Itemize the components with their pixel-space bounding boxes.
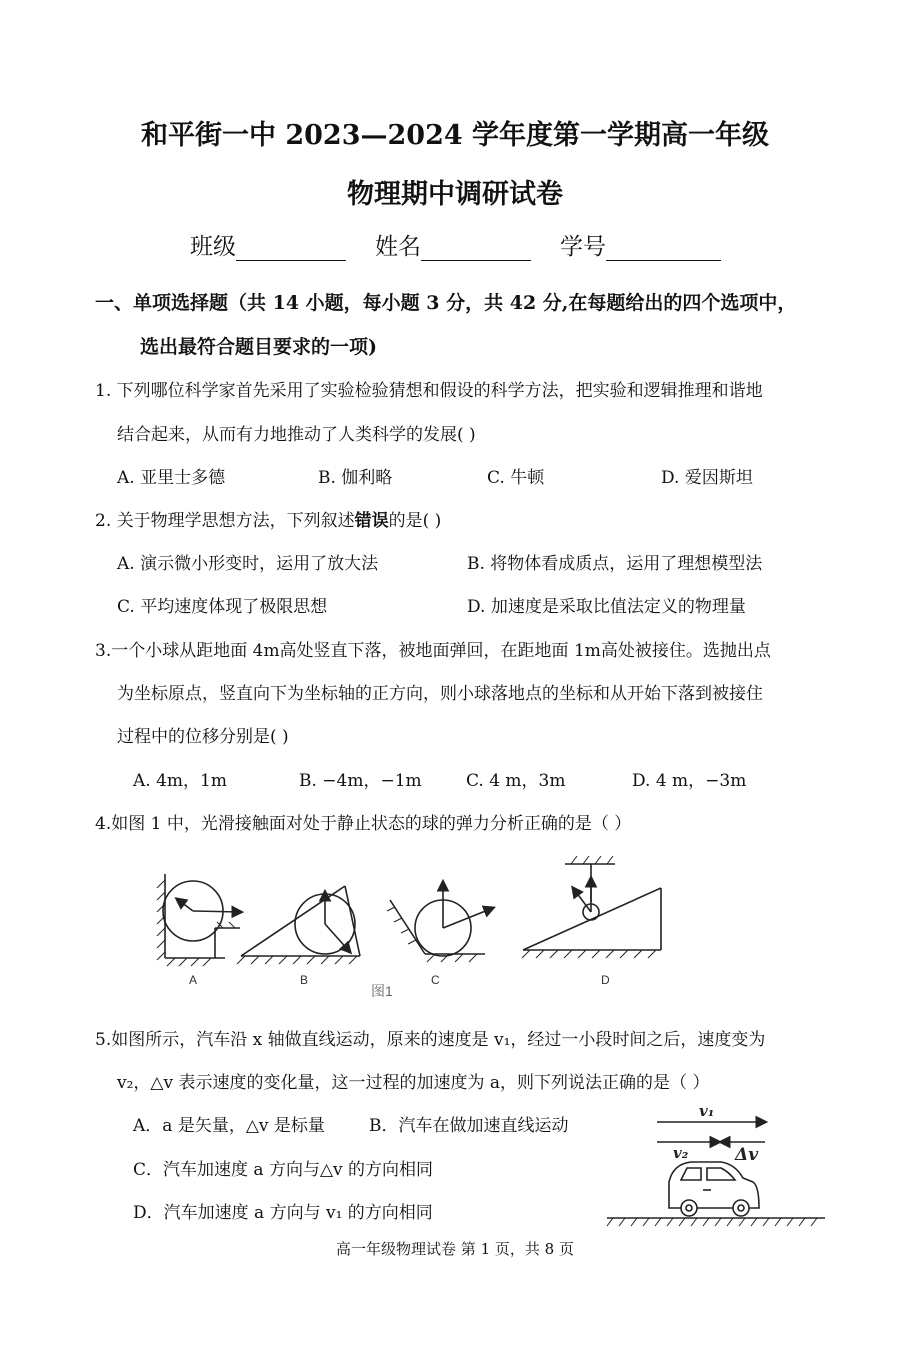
q2-text-suffix: 的是( ) [388,511,442,531]
q2-text-bold: 错误 [354,511,389,531]
q2-option-c[interactable]: C. 平均速度体现了极限思想 [117,597,328,617]
v2-label: v₂ [673,1144,689,1162]
id-label: 学号 [560,234,606,260]
figure-1d [522,856,661,958]
q1-option-b[interactable]: B. 伽利略 [318,468,393,488]
q5-option-a[interactable]: A．a 是矢量，△v 是标量 [133,1116,325,1136]
exam-title-line2: 物理期中调研试卷 [347,179,563,210]
q1-text-line1: 1. 下列哪位科学家首先采用了实验检验猜想和假设的科学方法，把实验和逻辑推理和谐地 [95,381,763,401]
q1-option-a[interactable]: A. 亚里士多德 [117,468,226,488]
figure-1c [387,882,493,962]
v1-label: v₁ [699,1102,715,1120]
q3-option-c[interactable]: C. 4 m，3m [466,771,566,791]
figure-1-label-d: D [601,973,610,987]
class-field [190,228,346,261]
figure-1-label-c: C [431,973,440,987]
figure-1-label-a: A [189,973,198,987]
figure-1a [157,874,241,966]
name-blank[interactable] [421,234,531,261]
figure-1-caption: 图1 [371,983,393,999]
q5-text-line1: 5.如图所示，汽车沿 x 轴做直线运动，原来的速度是 v₁，经过一小段时间之后，速度变为 [95,1030,766,1050]
q3-text-line2: 为坐标原点，竖直向下为坐标轴的正方向，则小球落地点的坐标和从开始下落到被接住 [117,684,763,704]
id-blank[interactable] [606,234,721,261]
class-label: 班级 [190,234,236,260]
figure-1 [145,852,675,1002]
figure-1-label-b: B [300,973,309,987]
q4-text-line1: 4.如图 1 中，光滑接触面对处于静止状态的球的弹力分析正确的是（ ） [95,814,632,834]
q2-text [95,506,441,531]
class-blank[interactable] [236,234,346,261]
q1-option-d[interactable]: D. 爱因斯坦 [661,468,753,488]
q2-option-a[interactable]: A. 演示微小形变时，运用了放大法 [117,554,379,574]
page-footer: 高一年级物理试卷 第 1 页，共 8 页 [336,1240,574,1258]
q3-option-d[interactable]: D. 4 m，−3m [632,771,747,791]
car-figure [603,1098,828,1233]
q1-text-line2: 结合起来，从而有力地推动了人类科学的发展( ) [117,425,476,445]
q5-option-c[interactable]: C．汽车加速度 a 方向与△v 的方向相同 [133,1160,434,1180]
q5-option-b[interactable]: B．汽车在做加速直线运动 [369,1116,569,1136]
q3-option-a[interactable]: A. 4m，1m [133,771,227,791]
figure-1b [237,886,360,964]
q2-text-prefix: 2. 关于物理学思想方法，下列叙述 [95,511,355,531]
q5-text-line2: v₂，△v 表示速度的变化量，这一过程的加速度为 a，则下列说法正确的是（ ） [117,1073,710,1093]
q3-option-b[interactable]: B. −4m，−1m [299,771,422,791]
q3-text-line3: 过程中的位移分别是( ) [117,727,289,747]
name-label: 姓名 [375,234,421,260]
section1-heading-line2: 选出最符合题目要求的一项) [140,336,377,358]
section1-heading-line1: 一、单项选择题（共 14 小题，每小题 3 分，共 42 分,在每题给出的四个选项中， [95,292,797,314]
q2-option-d[interactable]: D. 加速度是采取比值法定义的物理量 [467,597,746,617]
q3-text-line1: 3.一个小球从距地面 4m高处竖直下落，被地面弹回，在距地面 1m高处被接住。选抛出点 [95,641,771,661]
id-field [560,228,721,261]
q5-option-d[interactable]: D．汽车加速度 a 方向与 v₁ 的方向相同 [133,1203,433,1223]
car-icon [669,1162,759,1216]
name-field [375,228,531,261]
q2-option-b[interactable]: B. 将物体看成质点，运用了理想模型法 [467,554,763,574]
delta-v-label: Δv [735,1145,759,1165]
exam-title-line1: 和平街一中 2023—2024 学年度第一学期高一年级 [140,120,770,151]
q1-option-c[interactable]: C. 牛顿 [487,468,545,488]
